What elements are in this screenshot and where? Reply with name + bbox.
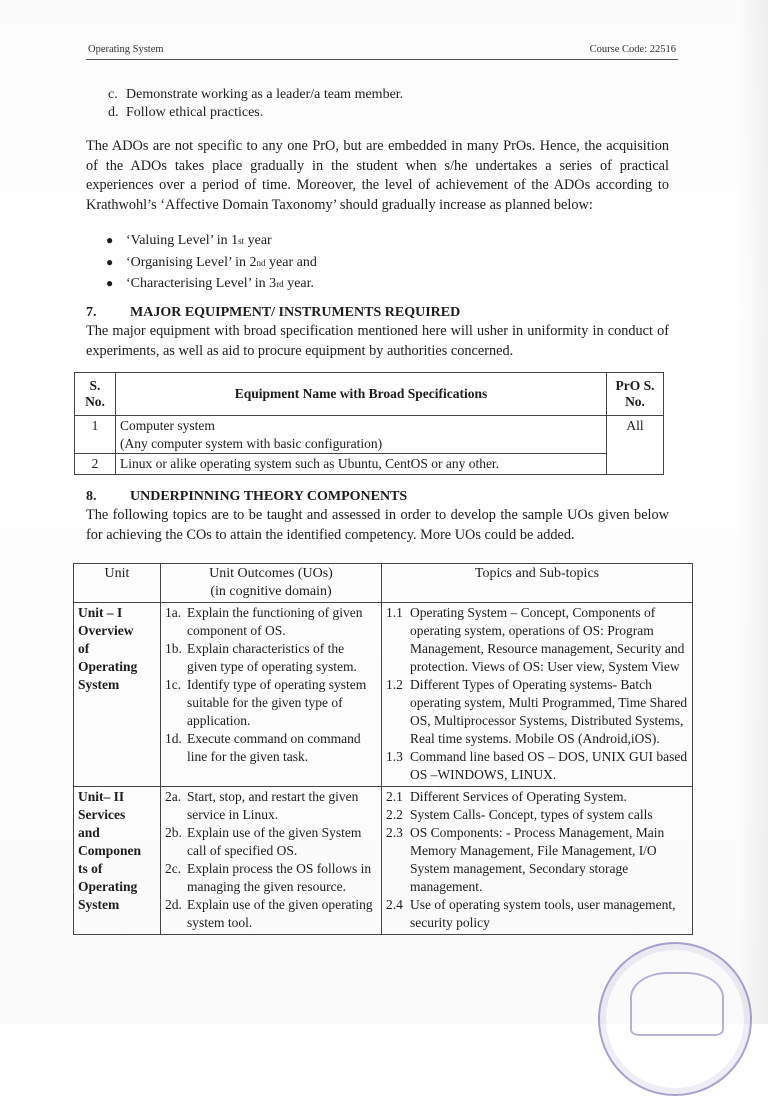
section-8-paragraph: The following topics are to be taught and assessed in order to develop the sample UOs given below for achieving the COs to attain the identified competency. More UOs could be added.	[86, 507, 669, 543]
header-course-name: Operating System	[88, 44, 164, 55]
topics-cell	[382, 603, 693, 787]
list-item: 2.2 System Calls- Concept, types of system calls	[386, 807, 653, 822]
level-item: ● ‘Organising Level’ in 2 nd year and	[106, 252, 317, 274]
header-course-code: Course Code: 22516	[589, 44, 676, 55]
list-item: 1.1 Operating System – Concept, Components of operating system, operations of OS: Program Management, Resource management, Security and protection. Views of OS: User view, System View	[386, 605, 685, 674]
table-row	[74, 603, 693, 787]
theory-table	[73, 563, 693, 935]
section-8-heading: 8. UNDERPINNING THEORY COMPONENTS	[86, 489, 408, 504]
level-item: ● ‘Characterising Level’ in 3 rd year.	[106, 273, 317, 295]
running-header	[88, 40, 676, 58]
list-item: 2b. Explain use of the given System call of specified OS.	[165, 825, 362, 858]
ados-paragraph: The ADOs are not specific to any one PrO, but are embedded in many PrOs. Hence, the acquisition of the ADOs takes place gradually in the student when s/he undertakes a series of practical experiences over a period of time. Moreover, the level of achievement of the ADOs according to Krathwohl’s ‘Affective Domain Taxonomy’ should gradually increase as planned below:	[86, 138, 669, 213]
bullet-icon: ●	[106, 254, 114, 269]
unit-cell: Unit – I Overview of Operating System	[74, 603, 161, 787]
list-item: 1d. Execute command on command line for the given task.	[165, 731, 361, 764]
equipment-cell: Linux or alike operating system such as Ubuntu, CentOS or any other.	[116, 454, 607, 475]
list-item: 1c. Identify type of operating system suitable for the given type of application.	[165, 677, 367, 728]
bullet-icon: ●	[106, 276, 114, 290]
section-7-paragraph: The major equipment with broad specification mentioned here will usher in uniformity in conduct of experiments, as well as aid to procure equipment by authorities concerned.	[86, 323, 669, 359]
col-header-uo: Unit Outcomes (UOs) (in cognitive domain)	[161, 564, 382, 603]
seal-emblem-icon	[630, 972, 724, 1036]
table-header-row	[75, 373, 664, 416]
page-edge-shadow	[738, 0, 768, 1024]
list-item: 1.2 Different Types of Operating systems- Batch operating system, Multi Programmed, Time Shared OS, Multiprocessor Systems, Distributed Systems, Real time systems. Mobile OS (Android,iOS).	[386, 677, 688, 746]
list-item: 2a. Start, stop, and restart the given service in Linux.	[165, 789, 359, 822]
header-rule	[86, 59, 678, 60]
pro-all-cell: All	[607, 416, 664, 475]
topics-cell	[382, 787, 693, 935]
table-row: 1 Computer system (Any computer system with basic configuration) All	[75, 416, 664, 454]
col-header-topics: Topics and Sub-topics	[382, 564, 693, 603]
equipment-cell: Computer system (Any computer system with basic configuration)	[116, 416, 607, 454]
list-item: 1b. Explain characteristics of the given type of operating system.	[165, 641, 357, 674]
uo-cell	[161, 603, 382, 787]
table-row: 2 Linux or alike operating system such as Ubuntu, CentOS or any other.	[75, 454, 664, 475]
level-list	[106, 230, 317, 295]
unit-cell: Unit– II Services and Componen ts of Operating System	[74, 787, 161, 935]
list-item: 2.3 OS Components: - Process Management, Main Memory Management, File Management, I/O System management, Secondary storage management.	[386, 825, 665, 894]
ado-list	[108, 86, 403, 122]
col-header-equipment: Equipment Name with Broad Specifications	[116, 373, 607, 416]
col-header-sno: S. No.	[75, 373, 116, 416]
bullet-icon: ●	[106, 233, 114, 247]
ado-item: d. Follow ethical practices.	[108, 105, 264, 120]
list-item: 2.1 Different Services of Operating System.	[386, 789, 627, 804]
ado-item: c. Demonstrate working as a leader/a team member.	[108, 87, 404, 102]
list-item: 2d. Explain use of the given operating system tool.	[165, 897, 373, 930]
list-item: 1a. Explain the functioning of given component of OS.	[165, 605, 363, 638]
list-item: 2c. Explain process the OS follows in managing the given resource.	[165, 861, 372, 894]
uo-cell	[161, 787, 382, 935]
table-header-row	[74, 564, 693, 603]
equipment-table	[74, 372, 664, 475]
table-row	[74, 787, 693, 935]
col-header-pro: PrO S. No.	[607, 373, 664, 416]
list-item: 1.3 Command line based OS – DOS, UNIX GUI based OS –WINDOWS, LINUX.	[386, 749, 688, 782]
list-item: 2.4 Use of operating system tools, user management, security policy	[386, 897, 676, 930]
level-item: ● ‘Valuing Level’ in 1 st year	[106, 230, 317, 252]
section-7-heading: 7. MAJOR EQUIPMENT/ INSTRUMENTS REQUIRED	[86, 305, 461, 320]
col-header-unit: Unit	[74, 564, 161, 603]
